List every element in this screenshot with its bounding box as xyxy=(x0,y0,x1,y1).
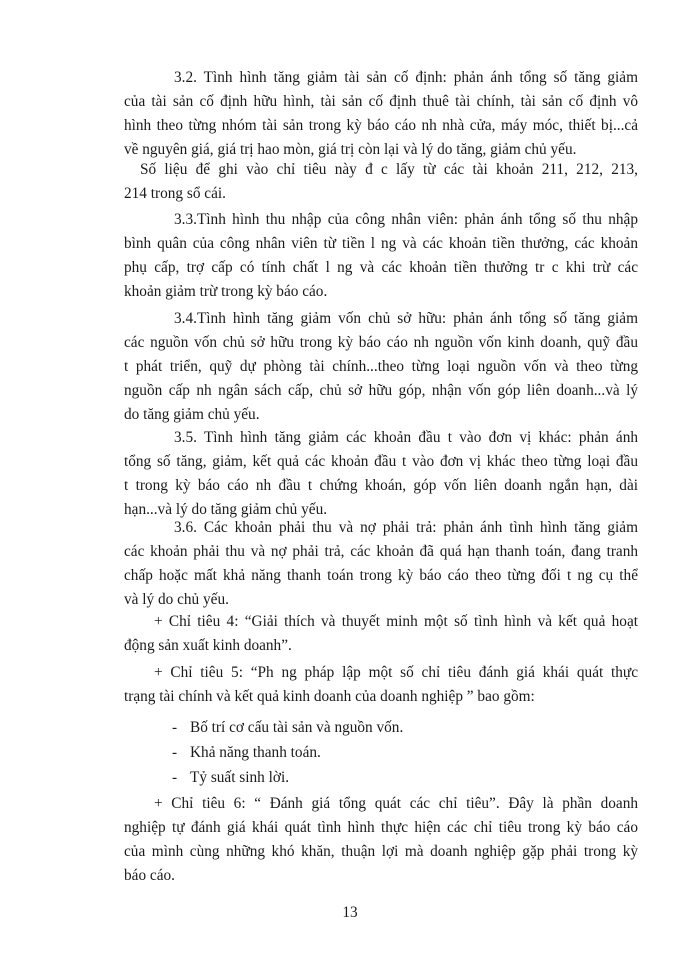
text-line: bình quân của công nhân viên từ tiền l ng và các khoản tiền thưởng, các khoản xyxy=(124,235,638,252)
bullet-marker: - xyxy=(172,744,178,761)
text-line: 3.4.Tình hình tăng giảm vốn chủ sở hữu: phản ánh tổng số tăng giảm xyxy=(174,310,638,327)
text-line: và lý do chủ yếu. xyxy=(124,591,229,608)
text-line: 3.2. Tình hình tăng giảm tài sản cố định: phản ánh tổng số tăng giảm xyxy=(174,69,638,86)
text-line: 3.5. Tình hình tăng giảm các khoản đầu t vào đơn vị khác: phản ánh xyxy=(174,429,638,446)
paragraph-indicator-5 xyxy=(124,661,638,709)
list-item xyxy=(172,741,321,765)
text-line: + Chỉ tiêu 5: “Ph ng pháp lập một số chỉ tiêu đánh giá khái quát thực xyxy=(154,664,638,681)
text-line: hình theo từng nhóm tài sản trong kỳ báo cáo nh nhà cửa, máy móc, thiết bị...cả xyxy=(124,117,638,134)
text-line: của tài sản cố định hữu hình, tài sản cố định thuê tài chính, tài sản cố định vô xyxy=(124,93,638,110)
text-line: động sản xuất kinh doanh”. xyxy=(124,637,292,654)
text-line: 3.6. Các khoản phải thu và nợ phải trả: phản ánh tình hình tăng giảm xyxy=(174,519,638,536)
list-item-text: Khả năng thanh toán. xyxy=(190,744,321,761)
paragraph-indicator-4 xyxy=(124,610,638,658)
text-line: các khoản phải thu và nợ phải trả, các khoản đã quá hạn thanh toán, đang tranh xyxy=(124,543,638,560)
list-item xyxy=(172,766,289,790)
text-line: của mình cùng những khó khăn, thuận lợi mà doanh nghiệp gặp phải trong kỳ xyxy=(124,843,638,860)
text-line: chấp hoặc mất khả năng thanh toán trong kỳ báo cáo theo từng đối t ng cụ thể xyxy=(124,567,638,584)
text-line: nghiệp tự đánh giá khái quát tình hình thực hiện các chỉ tiêu trong kỳ báo cáo xyxy=(124,819,638,836)
paragraph-3-6 xyxy=(124,516,638,612)
paragraph-3-4 xyxy=(124,307,638,427)
text-line: về nguyên giá, giá trị hao mòn, giá trị còn lại và lý do tăng, giảm chủ yếu. xyxy=(124,141,577,158)
paragraph-3-3 xyxy=(124,208,638,304)
text-line: + Chỉ tiêu 4: “Giải thích và thuyết minh một số tình hình và kết quả hoạt xyxy=(154,613,638,630)
paragraph-3-2 xyxy=(124,66,638,162)
text-line: nguồn cấp nh ngân sách cấp, chủ sở hữu góp, nhận vốn góp liên doanh...và lý xyxy=(124,382,638,399)
text-line: 3.3.Tình hình thu nhập của công nhân viên: phản ánh tổng số thu nhập xyxy=(174,211,638,228)
list-item-text: Tỷ suất sinh lời. xyxy=(190,769,290,786)
paragraph-3-5 xyxy=(124,426,638,522)
text-line: báo cáo. xyxy=(124,867,175,884)
text-line: phụ cấp, trợ cấp có tính chất l ng và các khoản tiền thưởng tr c khi trừ các xyxy=(124,259,638,276)
bullet-marker: - xyxy=(172,719,178,736)
bullet-marker: - xyxy=(172,769,178,786)
text-line: tổng số tăng, giảm, kết quả các khoản đầu t vào đơn vị khác theo từng loại đầu xyxy=(124,453,638,470)
text-line: + Chỉ tiêu 6: “ Đánh giá tổng quát các chỉ tiêu”. Đây là phần doanh xyxy=(154,795,638,812)
text-line: các nguồn vốn chủ sở hữu trong kỳ báo cáo nh nguồn vốn kinh doanh, quỹ đầu xyxy=(124,334,638,351)
list-item xyxy=(172,716,403,740)
text-line: trạng tài chính và kết quả kinh doanh của doanh nghiệp ” bao gồm: xyxy=(124,688,535,705)
text-line: do tăng giảm chủ yếu. xyxy=(124,406,260,423)
text-line: t trong kỳ báo cáo nh đầu t chứng khoán, góp vốn liên doanh ngắn hạn, dài xyxy=(124,477,638,494)
paragraph-indicator-6 xyxy=(124,792,638,888)
text-line: hạn...và lý do tăng giảm chủ yếu. xyxy=(124,501,328,518)
text-line: t phát triển, quỹ dự phòng tài chính...theo từng loại nguồn vốn và theo từng xyxy=(124,358,638,375)
text-line: khoản giảm trừ trong kỳ báo cáo. xyxy=(124,283,328,300)
text-line: Số liệu để ghi vào chỉ tiêu này đ c lấy từ các tài khoản 211, 212, 213, xyxy=(140,161,638,178)
page-number: 13 xyxy=(342,904,358,921)
paragraph-data-source xyxy=(124,158,638,206)
list-item-text: Bố trí cơ cấu tài sản và nguồn vốn. xyxy=(190,719,404,736)
text-line: 214 trong sổ cái. xyxy=(124,185,226,202)
